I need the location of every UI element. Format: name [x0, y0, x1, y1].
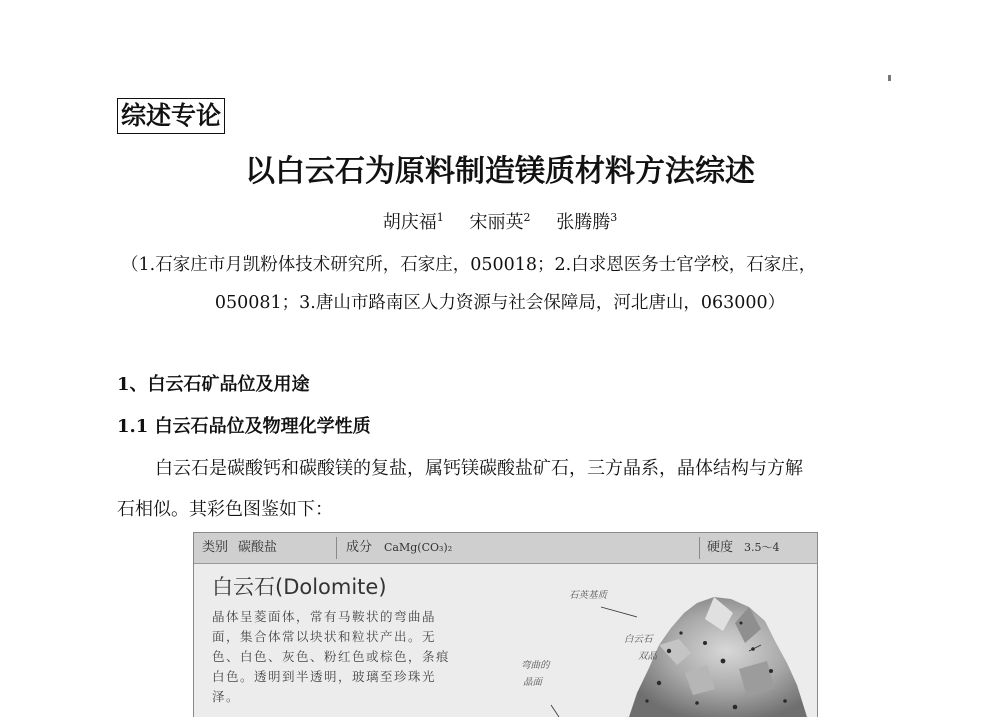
category-value: 碳酸盐	[238, 540, 278, 555]
subsection-heading-1-1: 1.1 白云石品位及物理化学性质	[117, 416, 371, 437]
body-paragraph-line-2: 石相似。其彩色图鉴如下：	[117, 499, 333, 520]
section-heading-1: 1、白云石矿品位及用途	[117, 374, 310, 395]
mineral-figure	[193, 532, 818, 717]
affiliation-line-2: 050081；3.唐山市路南区人力资源与社会保障局，河北唐山，063000）	[214, 293, 786, 313]
mineral-description: 晶体呈菱面体，常有马鞍状的弯曲晶面，集合体常以块状和粒状产出。无色、白色、灰色、粉红色或棕色，条痕白色。透明到半透明，玻璃至珍珠光泽。	[212, 609, 451, 704]
author-2: 宋丽英$^2$	[469, 211, 531, 233]
figure-header-bar	[194, 533, 817, 564]
author-1: 胡庆福$^1$	[382, 211, 444, 233]
author-3: 张腾腾$^3$	[556, 211, 618, 233]
body-paragraph-line-1: 白云石是碳酸钙和碳酸镁的复盐，属钙镁碳酸盐矿石，三方晶系，晶体结构与方解	[155, 458, 803, 479]
annotation-label: 双晶	[638, 651, 658, 662]
category-label: 类别	[202, 540, 229, 555]
mineral-name: 白云石(Dolomite)	[212, 575, 387, 599]
annotation-label: 弯曲的	[521, 660, 550, 671]
composition-value: CaMg(CO₃)₂	[384, 541, 453, 554]
hardness-label: 硬度	[707, 540, 734, 555]
specimen-photo	[509, 573, 817, 717]
header-divider	[699, 537, 700, 559]
hardness-value: 3.5～4	[744, 541, 780, 554]
section-tag: 综述专论	[117, 98, 225, 134]
annotation-label: 石英基质	[569, 590, 608, 601]
annotation-label: 晶面	[523, 677, 543, 688]
author-list	[0, 205, 1000, 236]
dolomite-specimen-illustration	[509, 573, 817, 717]
paper-title: 以白云石为原料制造镁质材料方法综述	[245, 154, 755, 189]
header-divider	[336, 537, 337, 559]
affiliation-line-1: （1.石家庄市月凯粉体技术研究所，石家庄，050018；2.白求恩医务士官学校，石家庄，	[121, 255, 817, 275]
scan-speck	[888, 75, 891, 81]
composition-label: 成分	[346, 540, 373, 555]
annotation-label: 白云石	[624, 634, 653, 645]
